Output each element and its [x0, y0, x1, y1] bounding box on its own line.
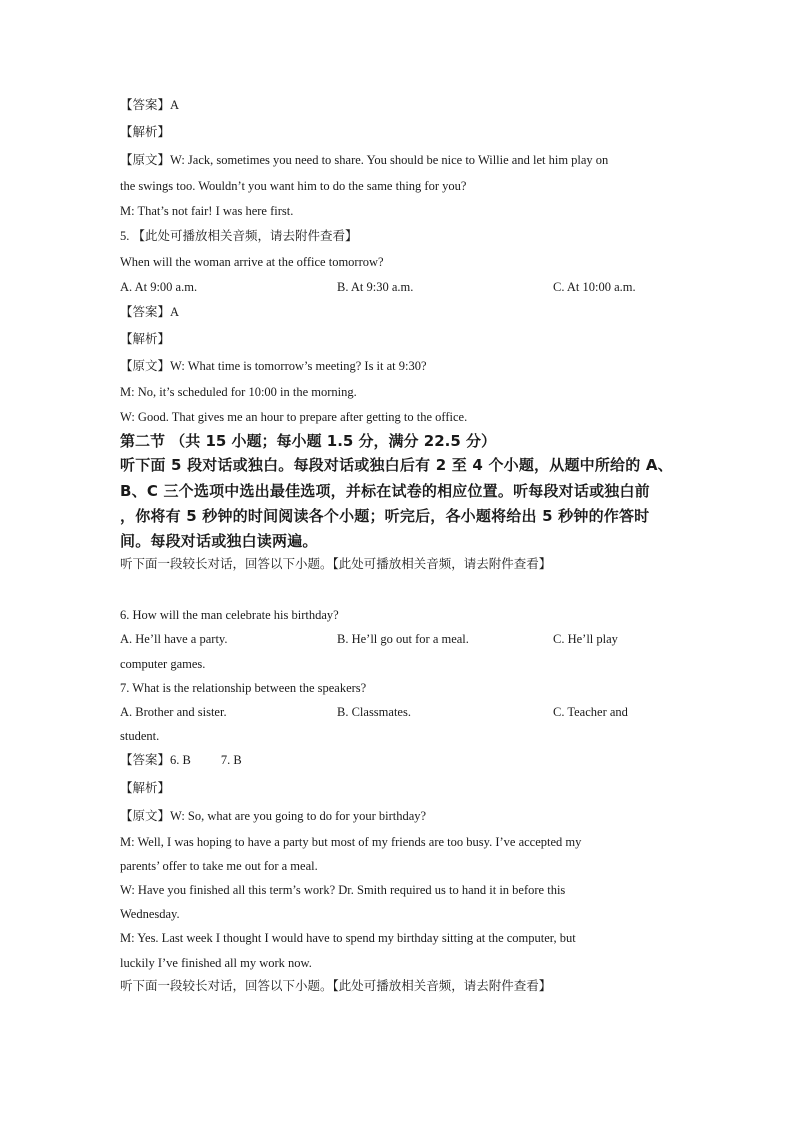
- option-c: C. At 10:00 a.m.: [553, 280, 636, 294]
- transcript-line: luckily I’ve finished all my work now.: [120, 956, 312, 970]
- transcript-line: 【原文】W: So, what are you going to do for your birthday?: [120, 809, 427, 823]
- transcript-line: the swings too. Wouldn’t you want him to do the same thing for you?: [120, 179, 467, 193]
- transcript-line: W: Good. That gives me an hour to prepare after getting to the office.: [120, 410, 468, 424]
- answer-label: 【答案】6. B: [120, 753, 191, 767]
- transcript-line: M: Yes. Last week I thought I would have to spend my birthday sitting at the computer, but: [120, 931, 576, 945]
- option-c: C. Teacher and: [553, 705, 628, 719]
- section-instruction: ，你将有 5 秒钟的时间阅读各个小题；听完后，各小题将给出 5 秒钟的作答时: [120, 507, 650, 525]
- option-c-continuation: student.: [120, 729, 160, 743]
- question-header: 5. 【此处可播放相关音频，请去附件查看】: [120, 229, 358, 243]
- analysis-label: 【解析】: [120, 781, 171, 795]
- section-instruction: 间。每段对话或独白读两遍。: [120, 532, 318, 550]
- option-b: B. At 9:30 a.m.: [337, 280, 414, 294]
- answer-label: 【答案】A: [120, 305, 180, 319]
- transcript-line: M: No, it’s scheduled for 10:00 in the morning.: [120, 385, 357, 399]
- option-c: C. He’ll play: [553, 632, 618, 646]
- option-a: A. At 9:00 a.m.: [120, 280, 198, 294]
- option-b: B. Classmates.: [337, 705, 411, 719]
- transcript-line: parents’ offer to take me out for a meal.: [120, 859, 318, 873]
- option-a: A. Brother and sister.: [120, 705, 227, 719]
- transcript-line: Wednesday.: [120, 907, 180, 921]
- answer-label: 【答案】A: [120, 98, 180, 112]
- listen-note: 听下面一段较长对话，回答以下小题。【此处可播放相关音频，请去附件查看】: [120, 557, 552, 571]
- transcript-line: M: That’s not fair! I was here first.: [120, 204, 294, 218]
- option-b: B. He’ll go out for a meal.: [337, 632, 469, 646]
- option-a: A. He’ll have a party.: [120, 632, 228, 646]
- question-text: 6. How will the man celebrate his birthday?: [120, 608, 339, 622]
- option-c-continuation: computer games.: [120, 657, 206, 671]
- question-text: When will the woman arrive at the office tomorrow?: [120, 255, 384, 269]
- transcript-line: M: Well, I was hoping to have a party but most of my friends are too busy. I’ve accepted my: [120, 835, 582, 849]
- answer-row: [120, 752, 680, 768]
- section-title: 第二节 （共 15 小题；每小题 1.5 分，满分 22.5 分）: [120, 432, 497, 450]
- analysis-label: 【解析】: [120, 125, 171, 139]
- analysis-label: 【解析】: [120, 332, 171, 346]
- section-instruction: 听下面 5 段对话或独白。每段对话或独白后有 2 至 4 个小题，从题中所给的 A、: [120, 456, 673, 474]
- listen-note: 听下面一段较长对话，回答以下小题。【此处可播放相关音频，请去附件查看】: [120, 979, 552, 993]
- transcript-line: 【原文】W: Jack, sometimes you need to share. You should be nice to Willie and let him play on: [120, 153, 609, 167]
- section-instruction: B、C 三个选项中选出最佳选项，并标在试卷的相应位置。听每段对话或独白前: [120, 482, 650, 500]
- transcript-line: W: Have you finished all this term’s work? Dr. Smith required us to hand it in before this: [120, 883, 566, 897]
- transcript-line: 【原文】W: What time is tomorrow’s meeting? Is it at 9:30?: [120, 359, 427, 373]
- question-text: 7. What is the relationship between the speakers?: [120, 681, 367, 695]
- answer-second: 7. B: [220, 753, 242, 767]
